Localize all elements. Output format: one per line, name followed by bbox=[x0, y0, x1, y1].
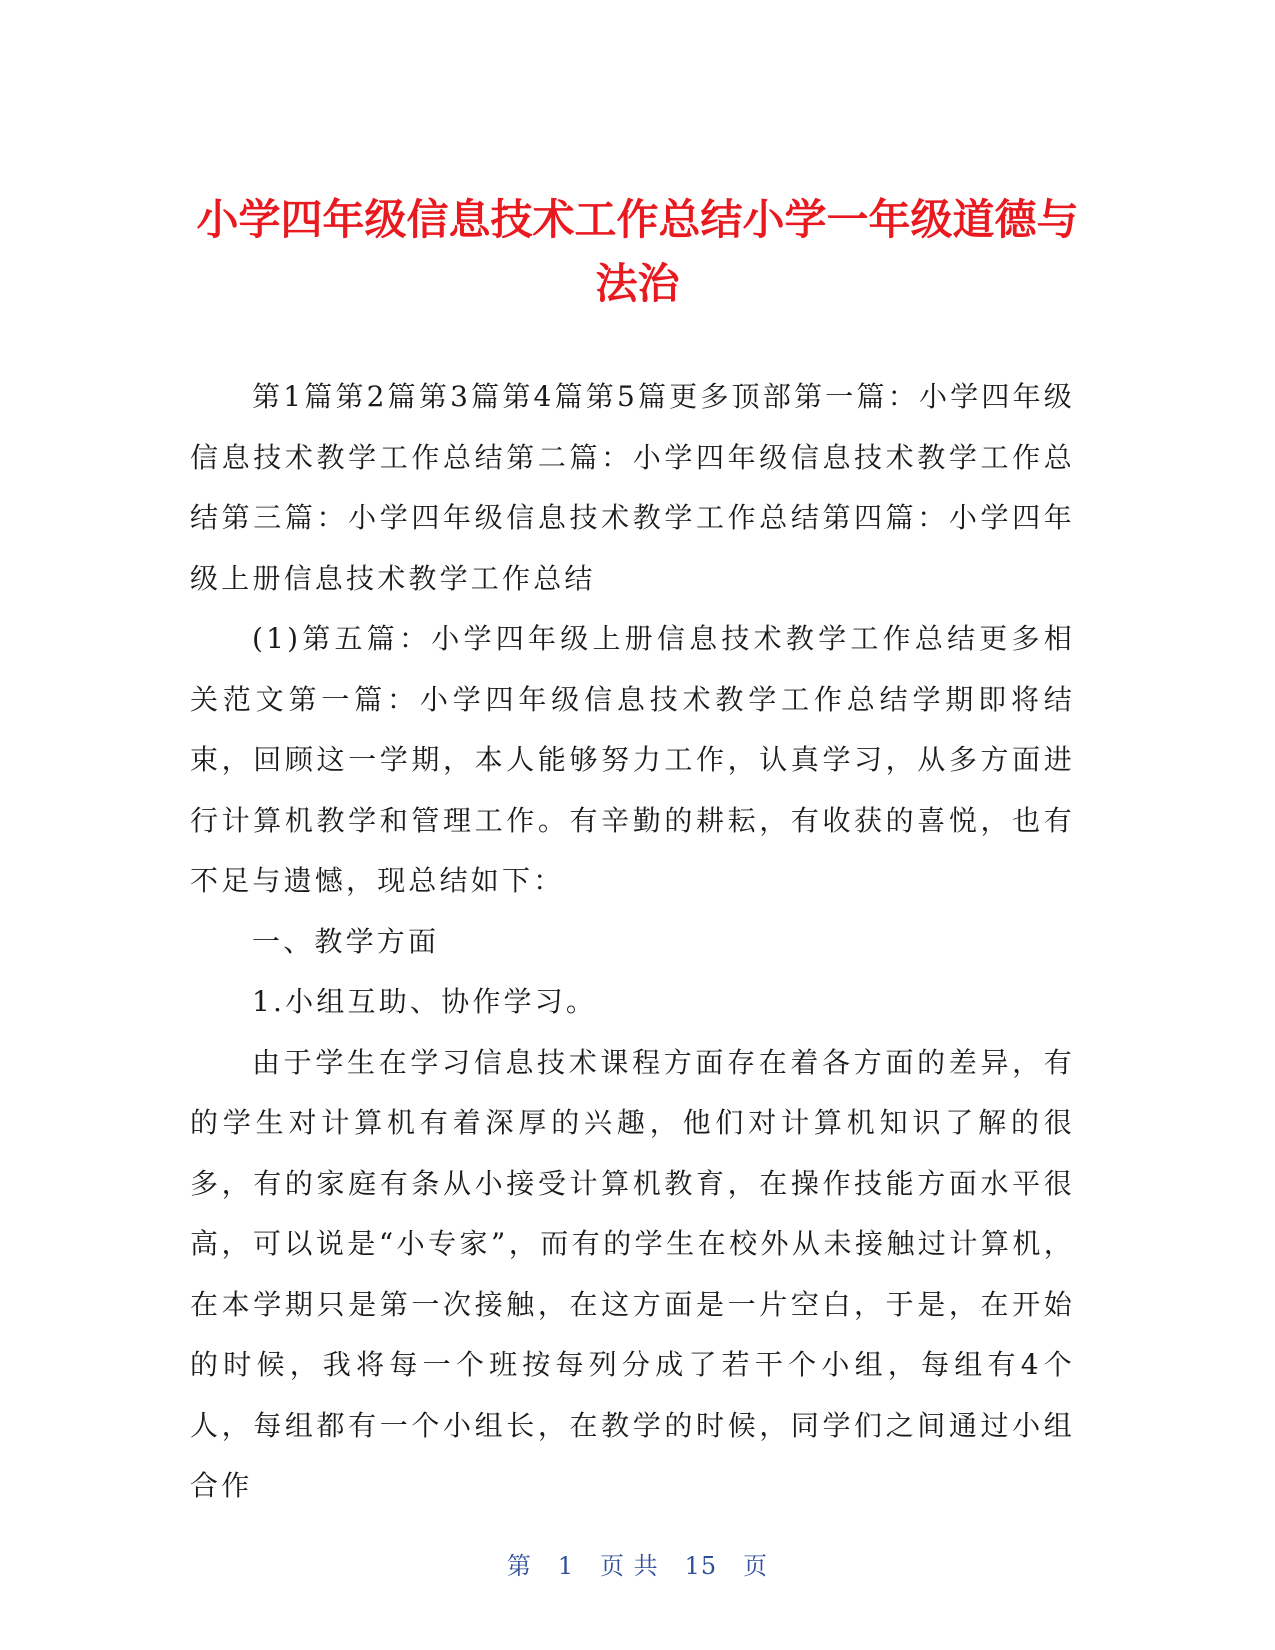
footer-middle: 页 共 bbox=[600, 1552, 659, 1580]
footer-prefix: 第 bbox=[506, 1552, 532, 1580]
footer-suffix: 页 bbox=[743, 1552, 769, 1580]
document-title: 小学四年级信息技术工作总结小学一年级道德与法治 bbox=[196, 195, 1079, 309]
paragraph-group-learning: 由于学生在学习信息技术课程方面存在着各方面的差异，有的学生对计算机有着深厚的兴趣，他们对计算机知识了解的很多，有的家庭有条从小接受计算机教育，在操作技能方面水平很高，可以说是“小专家”，而有的学生在校外从未接触过计算机，在本学期只是第一次接触，在这方面是一片空白，于是，在开始的时候，我将每一个班按每列分成了若干个小组，每组有4个人，每组都有一个小组长，在教学的时候，同学们之间通过小组合作 bbox=[190, 1045, 1075, 1502]
paragraph-intro: (1)第五篇：小学四年级上册信息技术教学工作总结更多相关范文第一篇：小学四年级信息技术教学工作总结学期即将结束，回顾这一学期，本人能够努力工作，认真学习，从多方面进行计算机教学和管理工作。有辛勤的耕耘，有收获的喜悦，也有不足与遗憾，现总结如下： bbox=[190, 622, 1075, 897]
page-footer bbox=[0, 1546, 1275, 1581]
subsection-heading-group-learning: 1.小组互助、协作学习。 bbox=[252, 985, 598, 1018]
document-body bbox=[190, 367, 1075, 1517]
footer-total-pages: 15 bbox=[684, 1552, 718, 1580]
footer-current-page: 1 bbox=[557, 1552, 575, 1580]
paragraph-toc: 第1篇第2篇第3篇第4篇第5篇更多顶部第一篇：小学四年级信息技术教学工作总结第二篇：小学四年级信息技术教学工作总结第三篇：小学四年级信息技术教学工作总结第四篇：小学四年级上册信息技术教学工作总结 bbox=[190, 380, 1075, 595]
section-heading-teaching: 一、教学方面 bbox=[252, 924, 440, 958]
